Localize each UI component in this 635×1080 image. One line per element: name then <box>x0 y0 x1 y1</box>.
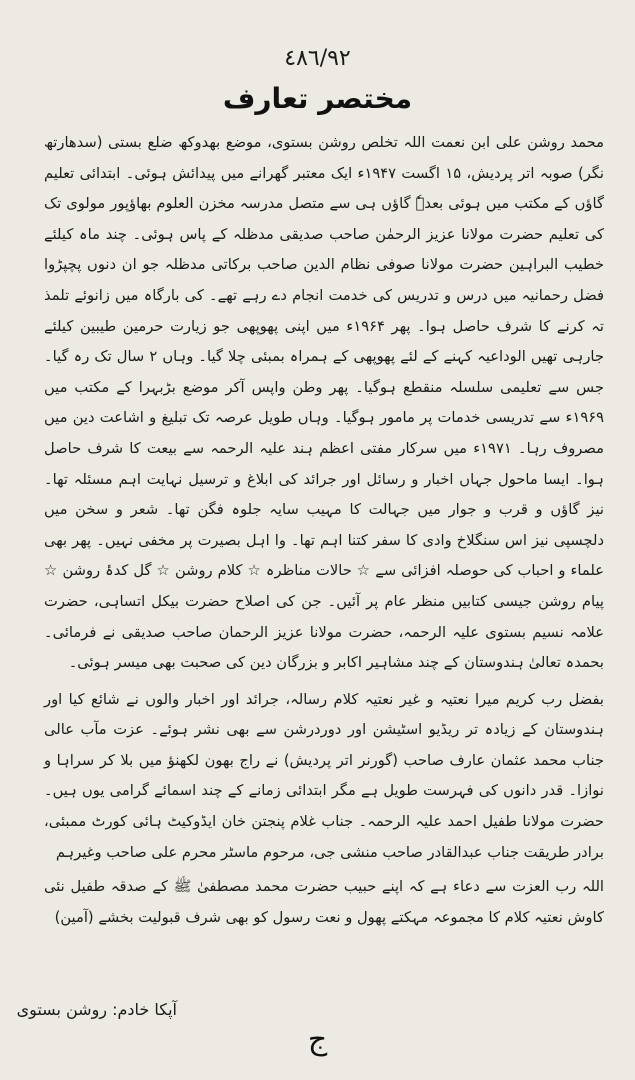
page-title: مختصر تعارف <box>222 82 413 115</box>
paragraph-biography: محمد روشن علی ابن نعمت اللہ تخلص روشن بستوی، موضع بھدوکھ ضلع بستی (سدھارتھ نگر) صوبہ اتر پردیش، ۱۵ اگست ۱۹۴۷ء ایک معتبر گھرانے میں پیدائش ہوئی۔ ابتدائی تعلیم گاؤں کے مکتب میں ہوئی بعدہٗ گاؤں ہی سے متصل مدرسہ مخزن العلوم بھاؤپور مولوی تک کی تعلیم حضرت مولانا عزیز الرحمٰن صاحب صدیقی مدظلہ کے پاس ہوئی۔ چند ماہ کیلئے خطیب البراہین حضرت مولانا صوفی نظام الدین صاحب برکاتی مدظلہ جو ان دنوں پچپڑوا فضل رحمانیہ میں درس و تدریس کی خدمت انجام دے رہے تھے۔ کی بارگاہ میں زانوئے تلمذ تہ کرنے کا شرف حاصل ہوا۔ پھر ۱۹۶۴ء میں اپنی پھوپھی جو زیارت حرمین طیبین کیلئے جارہی تھیں الوداعیہ کہنے کے لئے پھوپھی کے ہمراہ بمبئی چلا گیا۔ وہاں ۲ سال تک رہ گیا۔ جس سے تعلیمی سلسلہ منقطع ہوگیا۔ پھر وطن واپس آکر موضع بڑبہرا کے مکتب میں ۱۹۶۹ء سے تدریسی خدمات پر مامور ہوگیا۔ وہاں طویل عرصہ تک تبلیغ و اشاعت دین میں مصروف رہا۔ ۱۹۷۱ء میں سرکار مفتی اعظم ہند علیہ الرحمہ سے بیعت کا شرف حاصل ہوا۔ ایسا ماحول جہاں اخبار و رسائل اور جرائد کی ابلاغ و ترسیل نہایت اہم مسئلہ تھا۔ نیز گاؤں و قرب و جوار میں جہالت کا مہیب سایہ جلوہ فگن تھا۔ شعر و سخن میں دلچسپی نیز اس سنگلاخ وادی کا سفر کتنا اہم تھا۔ وا اہل بصیرت پر مخفی نہیں۔ پھر بھی علماء و احباب کی حوصلہ افزائی سے ☆ حالات مناظرہ ☆ کلام روشن ☆ گل کدۂ روشن ☆ پیام روشن جیسی کتابیں منظر عام پر آئیں۔ جن کی اصلاح حضرت بیکل اتساہی، حضرت علامہ نسیم بستوی علیہ الرحمہ، حضرت مولانا عزیز الرحمان صاحب صدیقی نے فرمائی۔ بحمدہ تعالیٰ ہندوستان کے چند مشاہیر اکابر و بزرگان دین کی صحبت بھی میسر ہوئی۔ <box>44 134 604 672</box>
paragraph-publications: بفضل رب کریم میرا نعتیہ و غیر نعتیہ کلام رسالہ، جرائد اور اخبار والوں نے شائع کیا اور ہندوستان کے زیادہ تر ریڈیو اسٹیشن اور دوردرشن سے بھی نشر ہوئے۔ عزت مآب عالی جناب محمد عثمان عارف صاحب (گورنر اتر پردیش) نے راج بھون لکھنؤ میں بلا کر سراہا و نوازا۔ قدر دانوں کی فہرست طویل ہے مگر ابتدائی زمانے کے چند اسمائے گرامی یوں ہیں۔ حضرت مولانا طفیل احمد علیہ الرحمہ۔ جناب غلام پنجتن خان ایڈوکیٹ ہائی کورٹ ممبئی، برادر طریقت جناب عبدالقادر صاحب منشی جی، مرحوم ماسٹر محرم علی صاحب وغیرہم <box>44 690 604 861</box>
paragraph-prayer: اللہ رب العزت سے دعاء ہے کہ اپنے حبیب حضرت محمد مصطفیٰ ﷺ کے صدقہ طفیل نئی کاوش نعتیہ کلام کا مجموعہ مہکتے پھول و نعت رسول کو بھی شرف قبولیت بخشے (آمین) <box>44 878 604 926</box>
body-text <box>44 128 604 933</box>
page-footer-letter: ج <box>307 1022 328 1057</box>
page-reference-number: ٤٨٦/٩٢ <box>284 46 351 71</box>
signature-line: آپکا خادم: روشن بستوی <box>16 1000 177 1019</box>
